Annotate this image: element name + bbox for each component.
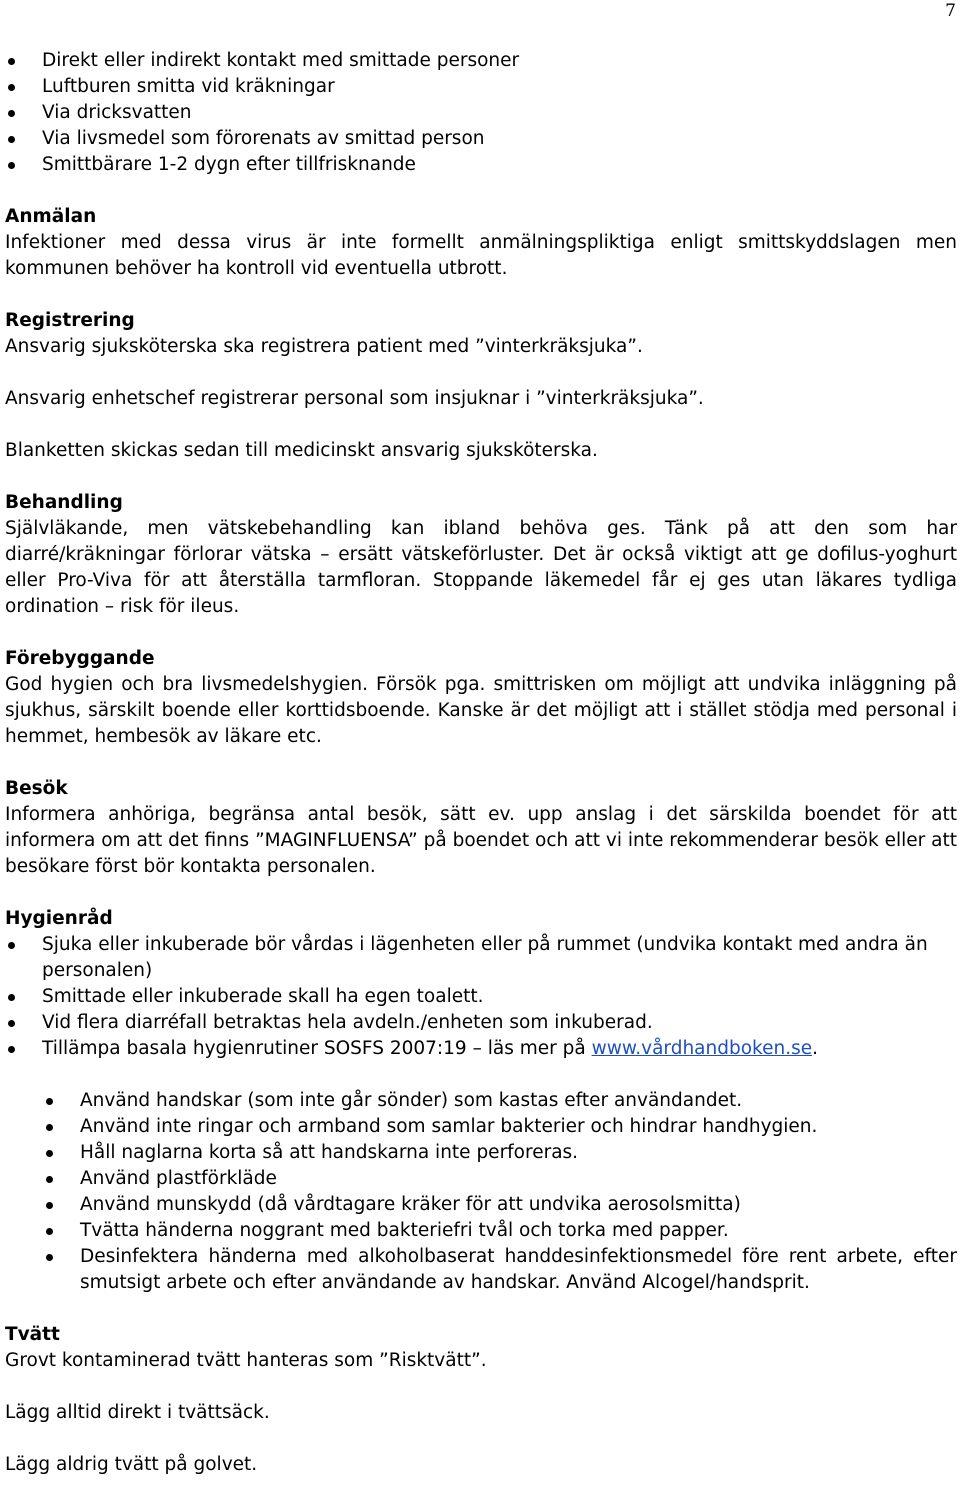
paragraph-forebyggande: God hygien och bra livsmedelshygien. Försök pga. smittrisken om möjligt att undvika inläggning på sjukhus, särskilt boende eller korttidsboende. Kanske är det möjligt att i stället stödja med personal i hemmet, hembesök av läkare etc. bbox=[5, 674, 957, 747]
list-item: Vid flera diarréfall betraktas hela avdeln./enheten som inkuberad. bbox=[5, 1010, 957, 1036]
heading-hygienrad: Hygienråd bbox=[5, 908, 113, 929]
paragraph-tvatt-3: Lägg aldrig tvätt på golvet. bbox=[5, 1454, 258, 1475]
list-item: Använd plastförkläde bbox=[5, 1166, 957, 1192]
paragraph-tvatt-1: Grovt kontaminerad tvätt hanteras som ”Risktvätt”. bbox=[5, 1350, 487, 1371]
list-item: Desinfektera händerna med alkoholbaserat handdesinfektionsmedel före rent arbete, efter smutsigt arbete och efter användande av handskar. Använd Alcogel/handsprit. bbox=[5, 1244, 957, 1296]
vardhandboken-link[interactable]: www.vårdhandboken.se bbox=[591, 1038, 813, 1059]
heading-registrering: Registrering bbox=[5, 310, 135, 331]
document-body bbox=[5, 48, 957, 1478]
heading-forebyggande: Förebyggande bbox=[5, 648, 155, 669]
paragraph-tvatt-2: Lägg alltid direkt i tvättsäck. bbox=[5, 1402, 270, 1423]
paragraph-registrering-3: Blanketten skickas sedan till medicinskt ansvarig sjuksköterska. bbox=[5, 440, 598, 461]
hygiene-list bbox=[5, 932, 957, 1062]
heading-behandling: Behandling bbox=[5, 492, 123, 513]
paragraph-registrering-1: Ansvarig sjuksköterska ska registrera patient med ”vinterkräksjuka”. bbox=[5, 336, 643, 357]
list-item: Tvätta händerna noggrant med bakteriefri tvål och torka med papper. bbox=[5, 1218, 957, 1244]
paragraph-behandling: Självläkande, men vätskebehandling kan ibland behöva ges. Tänk på att den som har diarré/kräkningar förlorar vätska – ersätt vätskeförluster. Det är också viktigt att ge dofilus-yoghurt eller Pro-Viva för att återställa tarmfloran. Stoppande läkemedel får ej ges utan läkares tydliga ordination – risk för ileus. bbox=[5, 518, 957, 617]
list-item: Använd inte ringar och armband som samlar bakterier och hindrar handhygien. bbox=[5, 1114, 957, 1140]
list-item: Via dricksvatten bbox=[5, 100, 957, 126]
heading-tvatt: Tvätt bbox=[5, 1324, 60, 1345]
list-item-text: Tillämpa basala hygienrutiner SOSFS 2007:19 – läs mer på bbox=[42, 1038, 592, 1059]
list-item: Håll naglarna korta så att handskarna inte perforeras. bbox=[5, 1140, 957, 1166]
paragraph-besok: Informera anhöriga, begränsa antal besök, sätt ev. upp anslag i det särskilda boendet för att informera om att det finns ”MAGINFLUENSA” på boendet och att vi inte rekommenderar besök eller att besökare först bör kontakta personalen. bbox=[5, 804, 957, 877]
list-item: Använd handskar (som inte går sönder) som kastas efter användandet. bbox=[5, 1088, 957, 1114]
paragraph-registrering-2: Ansvarig enhetschef registrerar personal som insjuknar i ”vinterkräksjuka”. bbox=[5, 388, 704, 409]
list-item: Luftburen smitta vid kräkningar bbox=[5, 74, 957, 100]
list-item: Smittbärare 1-2 dygn efter tillfrisknande bbox=[5, 152, 957, 178]
list-item: Sjuka eller inkuberade bör vårdas i lägenheten eller på rummet (undvika kontakt med andra än personalen) bbox=[5, 932, 957, 984]
list-item: Direkt eller indirekt kontakt med smittade personer bbox=[5, 48, 957, 74]
page-number: 7 bbox=[945, 1, 956, 21]
list-item: Via livsmedel som förorenats av smittad person bbox=[5, 126, 957, 152]
paragraph-anmalan: Infektioner med dessa virus är inte formellt anmälningspliktiga enligt smittskyddslagen men kommunen behöver ha kontroll vid eventuella utbrott. bbox=[5, 232, 957, 279]
list-item: Använd munskydd (då vårdtagare kräker för att undvika aerosolsmitta) bbox=[5, 1192, 957, 1218]
hygiene-sub-list bbox=[5, 1088, 957, 1296]
transmission-list bbox=[5, 48, 957, 178]
heading-anmalan: Anmälan bbox=[5, 206, 97, 227]
list-item-suffix: . bbox=[812, 1038, 818, 1059]
list-item: Smittade eller inkuberade skall ha egen toalett. bbox=[5, 984, 957, 1010]
heading-besok: Besök bbox=[5, 778, 68, 799]
list-item bbox=[5, 1036, 957, 1062]
